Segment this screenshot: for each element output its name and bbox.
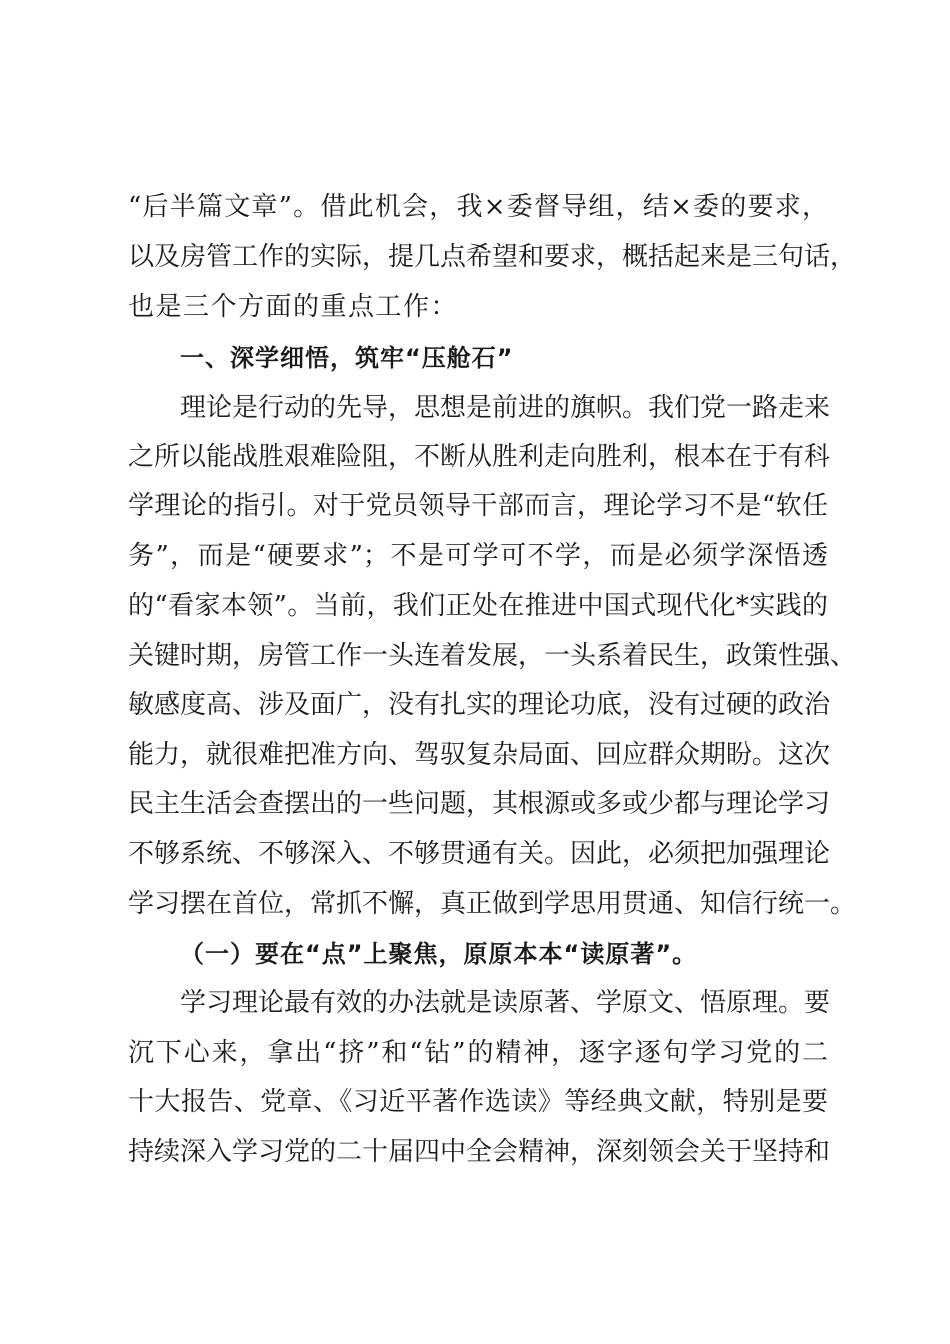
body-line-8: 的“看家本领”。当前，我们正处在推进中国式现代化*实践的	[128, 591, 828, 621]
body-line-10: 敏感度高、涉及面广，没有扎实的理论功底，没有过硬的政治	[128, 690, 831, 720]
body-line-16: 沉下心来，拿出“挤”和“钻”的精神，逐字逐句学习党的二	[128, 1038, 828, 1068]
body-line-5: 之所以能战胜艰难险阻，不断从胜利走向胜利，根本在于有科	[128, 442, 831, 472]
body-line-9: 关键时期，房管工作一头连着发展，一头系着民生，政策性强、	[128, 641, 857, 671]
body-line-1: “后半篇文章”。借此机会，我×委督导组，结×委的要求，	[128, 192, 828, 222]
body-line-15: 学习理论最有效的办法就是读原著、学原文、悟原理。要	[180, 988, 831, 1018]
body-line-3: 也是三个方面的重点工作：	[128, 292, 459, 322]
body-line-7: 务”，而是“硬要求”；不是可学可不学，而是必须学深悟透	[128, 541, 828, 571]
body-line-17: 十大报告、党章、《习近平著作选读》等经典文献，特别是要	[128, 1087, 828, 1117]
body-line-18: 持续深入学习党的二十届四中全会精神，深刻领会关于坚持和	[128, 1137, 831, 1167]
body-line-6: 学理论的指引。对于党员领导干部而言，理论学习不是“软任	[128, 491, 828, 521]
section-heading-1: 一、深学细悟，筑牢“压舱石”	[180, 344, 514, 372]
body-line-2: 以及房管工作的实际，提几点希望和要求，概括起来是三句话，	[128, 242, 857, 272]
body-line-4: 理论是行动的先导，思想是前进的旗帜。我们党一路走来	[180, 393, 831, 423]
body-line-14: 学习摆在首位，常抓不懈，真正做到学思用贯通、知信行统一。	[128, 889, 857, 919]
body-line-13: 不够系统、不够深入、不够贯通有关。因此，必须把加强理论	[128, 839, 831, 869]
body-line-12: 民主生活会查摆出的一些问题，其根源或多或少都与理论学习	[128, 789, 831, 819]
body-line-11: 能力，就很难把准方向、驾驭复杂局面、回应群众期盼。这次	[128, 740, 831, 770]
subsection-heading-1: （一）要在“点”上聚焦，原原本本“读原著”。	[180, 940, 698, 968]
